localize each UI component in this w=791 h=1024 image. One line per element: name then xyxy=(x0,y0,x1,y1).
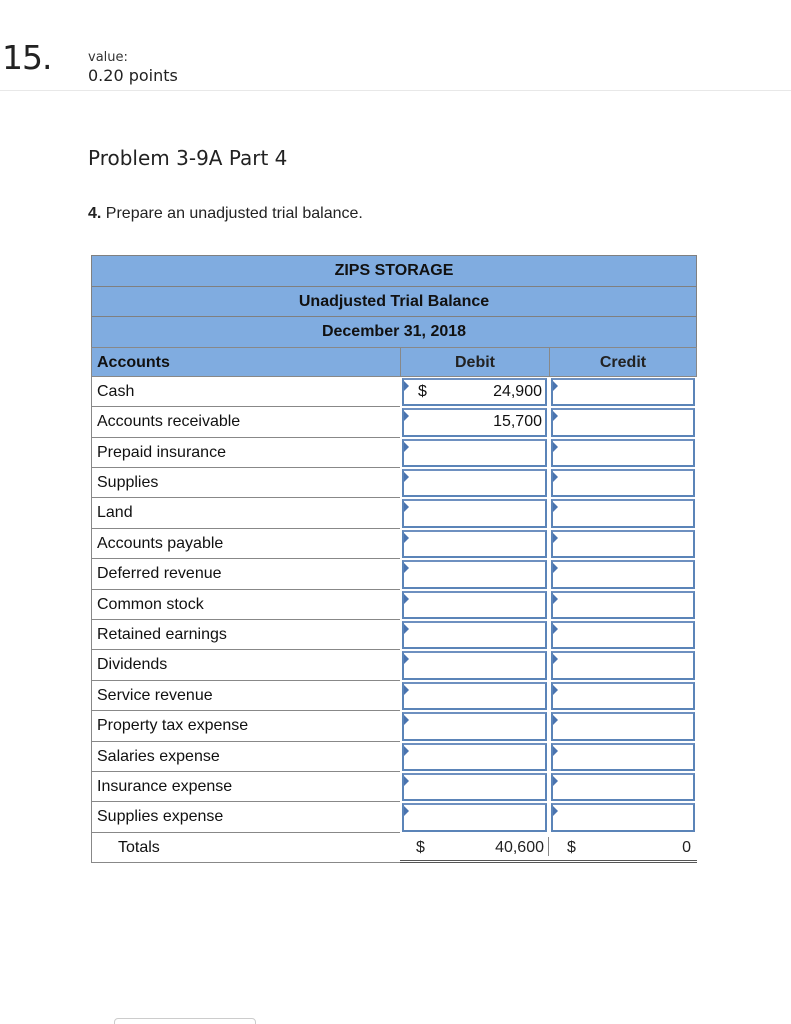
debit-input[interactable] xyxy=(402,499,547,527)
credit-input[interactable] xyxy=(551,530,695,558)
credit-dropdown-marker-icon xyxy=(553,442,558,452)
debit-input[interactable] xyxy=(402,560,547,588)
credit-cell xyxy=(549,650,697,680)
debit-input[interactable] xyxy=(402,408,547,436)
credit-cell xyxy=(549,620,697,650)
account-name: Salaries expense xyxy=(91,742,400,772)
credit-cell xyxy=(549,772,697,802)
credit-cell xyxy=(549,681,697,711)
debit-cell xyxy=(400,438,549,468)
totals-credit-cell xyxy=(549,833,697,863)
credit-input[interactable] xyxy=(551,469,695,497)
debit-dropdown-marker-icon xyxy=(404,806,409,816)
account-name: Land xyxy=(91,498,400,528)
credit-cell xyxy=(549,377,697,407)
debit-cell xyxy=(400,620,549,650)
credit-dropdown-marker-icon xyxy=(553,533,558,543)
debit-input[interactable] xyxy=(402,530,547,558)
account-name: Cash xyxy=(91,377,400,407)
table-row xyxy=(91,468,697,498)
debit-dropdown-marker-icon xyxy=(404,472,409,482)
credit-cell xyxy=(549,711,697,741)
totals-debit-symbol: $ xyxy=(416,838,425,856)
column-header-row xyxy=(91,347,697,377)
credit-input[interactable] xyxy=(551,682,695,710)
company-name: ZIPS STORAGE xyxy=(91,255,697,286)
debit-input[interactable] xyxy=(402,712,547,740)
credit-cell xyxy=(549,468,697,498)
table-row xyxy=(91,559,697,589)
column-header-debit: Debit xyxy=(400,347,549,377)
debit-input[interactable] xyxy=(402,469,547,497)
debit-input[interactable] xyxy=(402,591,547,619)
debit-dropdown-marker-icon xyxy=(404,502,409,512)
step-number: 4. xyxy=(88,205,102,222)
credit-cell xyxy=(549,742,697,772)
debit-input[interactable] xyxy=(402,743,547,771)
statement-title: Unadjusted Trial Balance xyxy=(91,286,697,317)
debit-input[interactable] xyxy=(402,682,547,710)
credit-dropdown-marker-icon xyxy=(553,776,558,786)
debit-cell xyxy=(400,802,549,832)
credit-dropdown-marker-icon xyxy=(553,381,558,391)
table-row xyxy=(91,742,697,772)
debit-cell xyxy=(400,529,549,559)
credit-cell xyxy=(549,407,697,437)
table-row xyxy=(91,438,697,468)
credit-dropdown-marker-icon xyxy=(553,715,558,725)
divider xyxy=(0,90,791,91)
debit-input[interactable] xyxy=(402,803,547,831)
credit-cell xyxy=(549,590,697,620)
credit-cell xyxy=(549,498,697,528)
credit-input[interactable] xyxy=(551,743,695,771)
debit-dropdown-marker-icon xyxy=(404,685,409,695)
totals-debit-value: 40,600 xyxy=(495,838,544,856)
debit-cell xyxy=(400,742,549,772)
table-row xyxy=(91,772,697,802)
debit-dropdown-marker-icon xyxy=(404,533,409,543)
table-row xyxy=(91,407,697,437)
value-label: value: xyxy=(88,50,128,65)
table-row xyxy=(91,681,697,711)
debit-cell xyxy=(400,377,549,407)
debit-cell xyxy=(400,590,549,620)
account-name: Supplies xyxy=(91,468,400,498)
question-number: 15. xyxy=(2,38,52,77)
account-name: Accounts payable xyxy=(91,529,400,559)
value-points: 0.20 points xyxy=(88,66,178,85)
debit-input[interactable] xyxy=(402,621,547,649)
instruction-text: Prepare an unadjusted trial balance. xyxy=(105,205,363,222)
credit-cell xyxy=(549,559,697,589)
debit-dollar-sign: $ xyxy=(418,382,427,400)
debit-cell xyxy=(400,772,549,802)
debit-cell xyxy=(400,681,549,711)
credit-dropdown-marker-icon xyxy=(553,685,558,695)
account-name: Insurance expense xyxy=(91,772,400,802)
account-name: Retained earnings xyxy=(91,620,400,650)
credit-input[interactable] xyxy=(551,499,695,527)
credit-input[interactable] xyxy=(551,378,695,406)
credit-dropdown-marker-icon xyxy=(553,411,558,421)
table-row xyxy=(91,590,697,620)
table-row xyxy=(91,498,697,528)
column-header-accounts: Accounts xyxy=(91,347,400,377)
account-name: Accounts receivable xyxy=(91,407,400,437)
credit-input[interactable] xyxy=(551,439,695,467)
table-row xyxy=(91,529,697,559)
debit-cell xyxy=(400,650,549,680)
statement-date: December 31, 2018 xyxy=(91,316,697,347)
totals-row xyxy=(91,833,697,863)
account-name: Deferred revenue xyxy=(91,559,400,589)
debit-cell xyxy=(400,559,549,589)
credit-input[interactable] xyxy=(551,651,695,679)
credit-dropdown-marker-icon xyxy=(553,563,558,573)
totals-label: Totals xyxy=(91,833,400,863)
table-row xyxy=(91,711,697,741)
instruction xyxy=(88,205,363,223)
totals-credit-symbol: $ xyxy=(567,838,576,856)
debit-input[interactable] xyxy=(402,773,547,801)
debit-dropdown-marker-icon xyxy=(404,715,409,725)
credit-input[interactable] xyxy=(551,773,695,801)
credit-dropdown-marker-icon xyxy=(553,624,558,634)
credit-input[interactable] xyxy=(551,621,695,649)
totals-debit-cell xyxy=(400,833,549,863)
account-name: Supplies expense xyxy=(91,802,400,832)
account-name: Prepaid insurance xyxy=(91,438,400,468)
credit-dropdown-marker-icon xyxy=(553,806,558,816)
debit-input[interactable] xyxy=(402,439,547,467)
account-name: Service revenue xyxy=(91,681,400,711)
credit-cell xyxy=(549,438,697,468)
column-header-credit: Credit xyxy=(549,347,697,377)
credit-dropdown-marker-icon xyxy=(553,746,558,756)
debit-cell xyxy=(400,468,549,498)
credit-dropdown-marker-icon xyxy=(553,502,558,512)
debit-dropdown-marker-icon xyxy=(404,654,409,664)
credit-input[interactable] xyxy=(551,560,695,588)
table-row xyxy=(91,620,697,650)
table-row xyxy=(91,802,697,832)
debit-dropdown-marker-icon xyxy=(404,594,409,604)
debit-cell xyxy=(400,407,549,437)
debit-dropdown-marker-icon xyxy=(404,624,409,634)
credit-input[interactable] xyxy=(551,803,695,831)
debit-dropdown-marker-icon xyxy=(404,442,409,452)
credit-cell xyxy=(549,802,697,832)
credit-input[interactable] xyxy=(551,591,695,619)
account-name: Property tax expense xyxy=(91,711,400,741)
debit-dropdown-marker-icon xyxy=(404,746,409,756)
trial-balance-table xyxy=(91,255,697,863)
account-name: Common stock xyxy=(91,590,400,620)
credit-dropdown-marker-icon xyxy=(553,654,558,664)
debit-dropdown-marker-icon xyxy=(404,563,409,573)
table-row xyxy=(91,650,697,680)
totals-credit-value: 0 xyxy=(682,838,691,856)
debit-input[interactable] xyxy=(402,651,547,679)
debit-value: 24,900 xyxy=(493,382,542,400)
credit-cell xyxy=(549,529,697,559)
debit-dropdown-marker-icon xyxy=(404,411,409,421)
debit-dropdown-marker-icon xyxy=(404,776,409,786)
debit-value: 15,700 xyxy=(493,413,542,431)
credit-input[interactable] xyxy=(551,712,695,740)
table-row xyxy=(91,377,697,407)
account-name: Dividends xyxy=(91,650,400,680)
debit-cell xyxy=(400,498,549,528)
bottom-button[interactable] xyxy=(114,1018,256,1024)
credit-input[interactable] xyxy=(551,408,695,436)
debit-cell xyxy=(400,711,549,741)
problem-title: Problem 3-9A Part 4 xyxy=(88,146,288,170)
debit-dropdown-marker-icon xyxy=(404,381,409,391)
credit-dropdown-marker-icon xyxy=(553,594,558,604)
credit-dropdown-marker-icon xyxy=(553,472,558,482)
debit-input[interactable] xyxy=(402,378,547,406)
